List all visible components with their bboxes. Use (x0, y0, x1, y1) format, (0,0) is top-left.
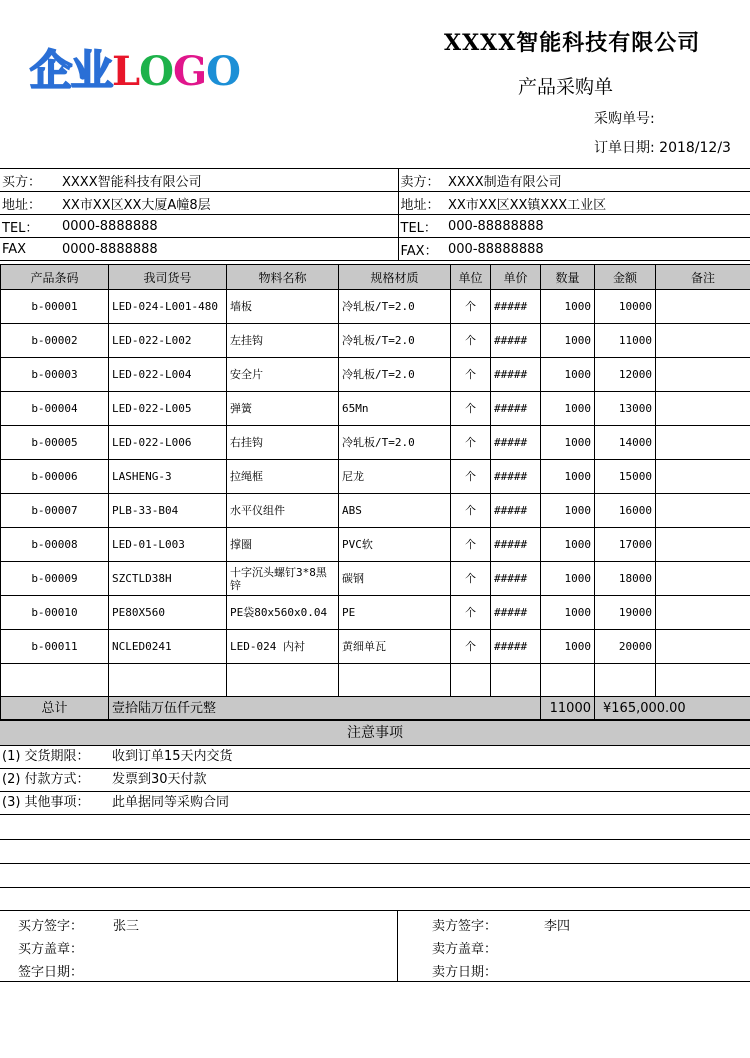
cell-amount: 14000 (595, 426, 656, 460)
cell-price: ##### (491, 630, 541, 664)
empty-cell (451, 664, 491, 697)
logo-letter: O (139, 48, 173, 95)
table-row (1, 460, 750, 494)
seller-sign-label: 卖方签字： (432, 919, 498, 934)
cell-amount: 16000 (595, 494, 656, 528)
buyer-address: XX市XX区XX大厦A幢8层 (60, 192, 398, 215)
cell-material: LED-024 内衬 (227, 630, 339, 664)
cell-item-no: PE80X560 (109, 596, 227, 630)
cell-spec: 冷轧板/T=2.0 (339, 426, 451, 460)
cell-remark (656, 426, 750, 460)
buyer-fax: 0000-8888888 (60, 238, 398, 261)
order-date (594, 137, 731, 157)
column-header: 物料名称 (227, 265, 339, 290)
logo-text-cn: 企业 (30, 46, 113, 95)
cell-remark (656, 392, 750, 426)
empty-cell (109, 664, 227, 697)
cell-barcode: b-00011 (1, 630, 109, 664)
logo-letter: G (172, 48, 207, 95)
order-date-value: 2018/12/3 (659, 140, 731, 156)
cell-qty: 1000 (541, 426, 595, 460)
empty-cell (656, 664, 750, 697)
cell-item-no: LED-01-L003 (109, 528, 227, 562)
cell-remark (656, 494, 750, 528)
seller-address: XX市XX区XX镇XXX工业区 (446, 192, 750, 215)
cell-barcode: b-00002 (1, 324, 109, 358)
empty-cell (595, 664, 656, 697)
buyer-tel: 0000-8888888 (60, 215, 398, 238)
cell-qty: 1000 (541, 290, 595, 324)
cell-unit: 个 (451, 324, 491, 358)
cell-qty: 1000 (541, 460, 595, 494)
table-row (1, 392, 750, 426)
party-row-name (0, 169, 750, 192)
cell-unit: 个 (451, 562, 491, 596)
cell-item-no: LED-022-L004 (109, 358, 227, 392)
parties-table (0, 168, 750, 261)
note-label: (3) 其他事项： (2, 795, 90, 810)
seller-name: XXXX制造有限公司 (446, 169, 750, 192)
signature-divider (397, 911, 398, 981)
column-header: 单价 (491, 265, 541, 290)
seller-fax: 000-88888888 (446, 238, 750, 261)
empty-cell (227, 664, 339, 697)
notes-title: 注意事项 (0, 720, 750, 746)
cell-unit: 个 (451, 596, 491, 630)
cell-material: 十字沉头螺钉3*8黑锌 (227, 562, 339, 596)
cell-barcode: b-00006 (1, 460, 109, 494)
cell-remark (656, 528, 750, 562)
table-row (1, 494, 750, 528)
cell-price: ##### (491, 562, 541, 596)
note-value: 发票到30天付款 (112, 772, 207, 787)
table-row (1, 630, 750, 664)
cell-unit: 个 (451, 290, 491, 324)
seller-date-label: 卖方日期： (432, 965, 498, 980)
cell-price: ##### (491, 494, 541, 528)
document-title: 产品采购单 (518, 76, 614, 98)
party-row-address (0, 192, 750, 215)
cell-qty: 1000 (541, 562, 595, 596)
total-label: 总计 (1, 697, 109, 720)
cell-spec: 冷轧板/T=2.0 (339, 290, 451, 324)
column-header: 金额 (595, 265, 656, 290)
seller-seal-label: 卖方盖章： (432, 942, 498, 957)
cell-qty: 1000 (541, 630, 595, 664)
cell-material: 水平仪组件 (227, 494, 339, 528)
cell-item-no: LED-024-L001-480 (109, 290, 227, 324)
cell-unit: 个 (451, 358, 491, 392)
cell-barcode: b-00003 (1, 358, 109, 392)
order-number-label: 采购单号: (594, 111, 655, 127)
cell-amount: 17000 (595, 528, 656, 562)
cell-barcode: b-00010 (1, 596, 109, 630)
cell-remark (656, 324, 750, 358)
signature-block (0, 910, 750, 982)
table-row (1, 596, 750, 630)
column-header: 规格材质 (339, 265, 451, 290)
column-header: 单位 (451, 265, 491, 290)
cell-unit: 个 (451, 392, 491, 426)
cell-barcode: b-00005 (1, 426, 109, 460)
table-row-empty (1, 664, 750, 697)
cell-price: ##### (491, 426, 541, 460)
buyer-seal-label: 买方盖章： (18, 942, 84, 957)
cell-amount: 13000 (595, 392, 656, 426)
note-blank-line (0, 863, 750, 888)
company-name: XXXX智能科技有限公司 (444, 30, 701, 56)
logo-letter: L (112, 48, 140, 95)
cell-material: 右挂钩 (227, 426, 339, 460)
cell-amount: 20000 (595, 630, 656, 664)
table-row (1, 324, 750, 358)
table-row (1, 562, 750, 596)
cell-price: ##### (491, 358, 541, 392)
cell-barcode: b-00004 (1, 392, 109, 426)
empty-cell (541, 664, 595, 697)
buyer-name: XXXX智能科技有限公司 (60, 169, 398, 192)
buyer-sign-name: 张三 (113, 919, 140, 934)
cell-amount: 19000 (595, 596, 656, 630)
cell-remark (656, 460, 750, 494)
cell-item-no: LED-022-L005 (109, 392, 227, 426)
note-item (0, 769, 750, 792)
cell-material: 安全片 (227, 358, 339, 392)
party-row-fax (0, 238, 750, 261)
cell-material: 墙板 (227, 290, 339, 324)
column-header: 产品条码 (1, 265, 109, 290)
cell-material: 拉绳框 (227, 460, 339, 494)
cell-unit: 个 (451, 494, 491, 528)
cell-item-no: LASHENG-3 (109, 460, 227, 494)
cell-spec: 65Mn (339, 392, 451, 426)
cell-spec: ABS (339, 494, 451, 528)
cell-qty: 1000 (541, 392, 595, 426)
cell-spec: 尼龙 (339, 460, 451, 494)
cell-price: ##### (491, 392, 541, 426)
party-row-tel (0, 215, 750, 238)
cell-price: ##### (491, 290, 541, 324)
cell-qty: 1000 (541, 596, 595, 630)
cell-unit: 个 (451, 426, 491, 460)
total-amount: ¥165,000.00 (595, 697, 750, 720)
buyer-fax-label: FAX (0, 238, 60, 261)
cell-material: PE袋80x560x0.04 (227, 596, 339, 630)
cell-qty: 1000 (541, 324, 595, 358)
total-in-words: 壹拾陆万伍仟元整 (109, 697, 541, 720)
cell-spec: 冷轧板/T=2.0 (339, 358, 451, 392)
seller-address-label: 地址： (398, 192, 446, 215)
table-row (1, 528, 750, 562)
empty-cell (491, 664, 541, 697)
cell-material: 左挂钩 (227, 324, 339, 358)
cell-barcode: b-00009 (1, 562, 109, 596)
cell-item-no: LED-022-L006 (109, 426, 227, 460)
cell-spec: 黄细单瓦 (339, 630, 451, 664)
note-blank-line (0, 839, 750, 864)
table-row (1, 358, 750, 392)
note-label: (1) 交货期限： (2, 749, 90, 764)
seller-sign-name: 李四 (544, 919, 571, 934)
total-row (1, 697, 750, 720)
cell-price: ##### (491, 324, 541, 358)
table-row (1, 426, 750, 460)
seller-fax-label: FAX： (398, 238, 446, 261)
note-item (0, 746, 750, 769)
column-header: 数量 (541, 265, 595, 290)
cell-amount: 11000 (595, 324, 656, 358)
cell-material: 弹簧 (227, 392, 339, 426)
cell-item-no: SZCTLD38H (109, 562, 227, 596)
note-value: 收到订单15天内交货 (112, 749, 233, 764)
table-row (1, 290, 750, 324)
cell-material: 撑圈 (227, 528, 339, 562)
cell-remark (656, 562, 750, 596)
cell-amount: 10000 (595, 290, 656, 324)
empty-cell (1, 664, 109, 697)
cell-spec: 碳钢 (339, 562, 451, 596)
cell-price: ##### (491, 596, 541, 630)
cell-unit: 个 (451, 528, 491, 562)
cell-unit: 个 (451, 460, 491, 494)
buyer-sign-label: 买方签字： (18, 919, 84, 934)
cell-remark (656, 630, 750, 664)
cell-barcode: b-00007 (1, 494, 109, 528)
cell-qty: 1000 (541, 358, 595, 392)
cell-amount: 15000 (595, 460, 656, 494)
empty-cell (339, 664, 451, 697)
note-blank-line (0, 792, 750, 840)
items-table (0, 264, 750, 720)
seller-tel: 000-88888888 (446, 215, 750, 238)
order-date-label: 订单日期: (594, 140, 655, 156)
cell-spec: PE (339, 596, 451, 630)
cell-remark (656, 596, 750, 630)
table-header-row (1, 265, 750, 290)
cell-price: ##### (491, 460, 541, 494)
seller-name-label: 卖方： (398, 169, 446, 192)
cell-price: ##### (491, 528, 541, 562)
column-header: 备注 (656, 265, 750, 290)
cell-amount: 12000 (595, 358, 656, 392)
cell-spec: PVC软 (339, 528, 451, 562)
logo-letter: O (206, 48, 240, 95)
cell-qty: 1000 (541, 494, 595, 528)
cell-spec: 冷轧板/T=2.0 (339, 324, 451, 358)
cell-remark (656, 290, 750, 324)
buyer-name-label: 买方： (0, 169, 60, 192)
note-label: (2) 付款方式： (2, 772, 90, 787)
total-quantity: 11000 (541, 697, 595, 720)
cell-amount: 18000 (595, 562, 656, 596)
cell-barcode: b-00001 (1, 290, 109, 324)
cell-item-no: LED-022-L002 (109, 324, 227, 358)
company-logo (30, 38, 240, 98)
cell-remark (656, 358, 750, 392)
buyer-date-label: 签字日期： (18, 965, 84, 980)
seller-tel-label: TEL： (398, 215, 446, 238)
cell-item-no: NCLED0241 (109, 630, 227, 664)
cell-unit: 个 (451, 630, 491, 664)
cell-qty: 1000 (541, 528, 595, 562)
cell-item-no: PLB-33-B04 (109, 494, 227, 528)
column-header: 我司货号 (109, 265, 227, 290)
cell-barcode: b-00008 (1, 528, 109, 562)
buyer-address-label: 地址： (0, 192, 60, 215)
note-value: 此单据同等采购合同 (112, 795, 230, 810)
buyer-tel-label: TEL： (0, 215, 60, 238)
